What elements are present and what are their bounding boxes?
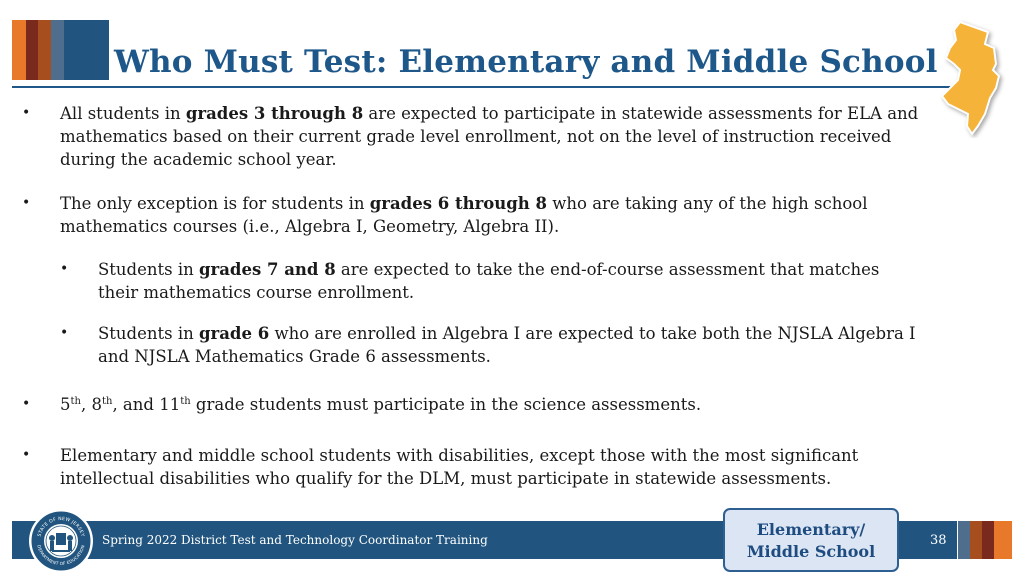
page-number: 38 xyxy=(930,533,947,548)
bullet-item-exception xyxy=(22,192,922,238)
bullet-item-science xyxy=(22,393,922,416)
bullet-icon: • xyxy=(60,325,69,341)
bullet-text: The only exception is for students in grades 6 through 8 who are taking any of the high school mathematics courses (i.e., Algebra I, Geometry, Algebra II). xyxy=(60,194,868,236)
sub-bullet-grade-6 xyxy=(60,322,922,368)
page-title: Who Must Test: Elementary and Middle School xyxy=(114,44,938,80)
bullet-text: Students in grades 7 and 8 are expected to take the end-of-course assessment that matches their mathematics course enrollment. xyxy=(98,260,880,302)
sub-bullet-grades-7-8 xyxy=(60,258,922,304)
bullet-text: Elementary and middle school students with disabilities, except those with the most significant intellectual disabilities who qualify for the DLM, must participate in statewide assessments. xyxy=(60,446,859,488)
grade-level-badge xyxy=(723,508,899,572)
seal-bottom-text: DEPARTMENT OF EDUCATION xyxy=(36,544,86,567)
footer-text: Spring 2022 District Test and Technology Coordinator Training xyxy=(102,533,488,547)
footer-color-stripes xyxy=(958,521,1012,559)
bullet-text: Students in grade 6 who are enrolled in Algebra I are expected to take both the NJSLA Algebra I and NJSLA Mathematics Grade 6 assessments. xyxy=(98,324,916,366)
bullet-text: 5th, 8th, and 11th grade students must participate in the science assessments. xyxy=(60,395,702,414)
seal-top-text: STATE OF NEW JERSEY xyxy=(37,516,85,538)
bullet-item-disabilities xyxy=(22,444,922,490)
bullet-icon: • xyxy=(22,447,31,463)
nj-department-of-education-seal-icon xyxy=(28,508,94,574)
badge-line-2: Middle School xyxy=(746,542,876,561)
badge-line-1: Elementary/ xyxy=(756,520,866,539)
bullet-icon: • xyxy=(22,105,31,121)
bullet-text: All students in grades 3 through 8 are expected to participate in statewide assessments for ELA and mathematics based on their current grade level enrollment, not on the level of instruction received during the academic school year. xyxy=(60,104,919,169)
bullet-icon: • xyxy=(60,261,69,277)
bullet-icon: • xyxy=(22,195,31,211)
bullet-icon: • xyxy=(22,396,31,412)
bullet-item-grades-3-8 xyxy=(22,102,922,171)
